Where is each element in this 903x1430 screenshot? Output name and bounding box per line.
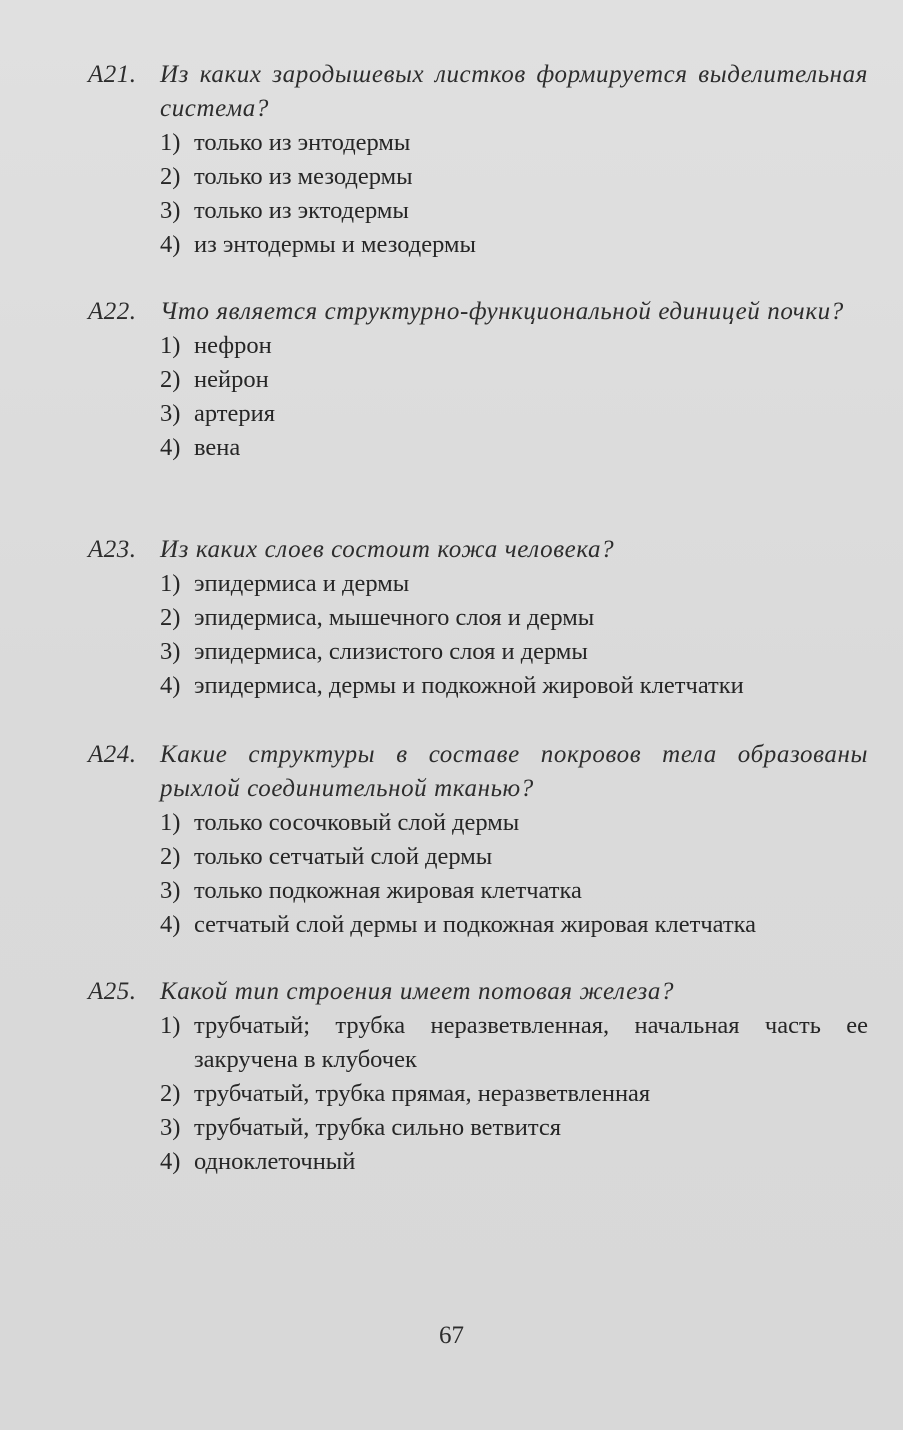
question-number: А22.: [88, 298, 137, 325]
answer-option: [160, 194, 868, 228]
question-a24: [88, 738, 868, 942]
question-text: Что является структурно-функциональной единицей почки?: [160, 298, 844, 325]
option-number: 3): [160, 638, 181, 665]
option-number: 1): [160, 332, 181, 359]
option-text: нефрон: [194, 332, 272, 359]
option-text: только сосочковый слой дермы: [194, 809, 520, 836]
option-text: эпидермиса, мышечного слоя и дермы: [194, 604, 595, 631]
option-number: 4): [160, 231, 181, 258]
question-number: А25.: [88, 978, 137, 1005]
question-text: Какой тип строения имеет потовая железа?: [160, 978, 675, 1005]
answer-option: [160, 1145, 868, 1179]
option-text: только из эктодермы: [194, 197, 409, 224]
question-text: Из каких слоев состоит кожа человека?: [160, 536, 615, 563]
answer-options: [88, 1009, 868, 1179]
option-text: нейрон: [194, 366, 269, 393]
answer-options: [88, 329, 868, 465]
answer-option: [160, 1111, 868, 1145]
option-number: 4): [160, 1148, 181, 1175]
answer-option: [160, 567, 868, 601]
answer-options: [88, 126, 868, 262]
option-number: 2): [160, 843, 181, 870]
question-header: [88, 533, 868, 567]
option-number: 1): [160, 1012, 181, 1039]
page-number: 67: [439, 1322, 464, 1349]
option-number: 3): [160, 877, 181, 904]
option-number: 4): [160, 911, 181, 938]
answer-option: [160, 431, 868, 465]
option-number: 3): [160, 400, 181, 427]
option-text: вена: [194, 434, 241, 461]
answer-option: [160, 806, 868, 840]
answer-option: [160, 1077, 868, 1111]
option-text: из энтодермы и мезодермы: [194, 231, 476, 258]
answer-option: [160, 363, 868, 397]
answer-option: [160, 329, 868, 363]
option-number: 2): [160, 163, 181, 190]
option-number: 2): [160, 604, 181, 631]
answer-option: [160, 228, 868, 262]
question-header: [88, 975, 868, 1009]
option-number: 4): [160, 672, 181, 699]
question-text: Из каких зародышевых листков формируется выделительная система?: [160, 61, 868, 122]
answer-option: [160, 160, 868, 194]
question-header: [88, 295, 868, 329]
option-text: одноклеточный: [194, 1148, 356, 1175]
option-text: только из мезодермы: [194, 163, 413, 190]
option-text: эпидермиса и дермы: [194, 570, 410, 597]
answer-option: [160, 126, 868, 160]
option-number: 1): [160, 809, 181, 836]
answer-option: [160, 874, 868, 908]
option-number: 3): [160, 1114, 181, 1141]
question-header: [88, 738, 868, 806]
option-number: 4): [160, 434, 181, 461]
question-a25: [88, 975, 868, 1179]
question-number: А24.: [88, 741, 137, 768]
option-text: трубчатый, трубка прямая, неразветвленная: [194, 1080, 651, 1107]
option-text: эпидермиса, дермы и подкожной жировой клетчатки: [194, 672, 744, 699]
answer-option: [160, 601, 868, 635]
question-header: [88, 58, 868, 126]
option-number: 1): [160, 129, 181, 156]
option-text: трубчатый, трубка сильно ветвится: [194, 1114, 562, 1141]
answer-option: [160, 908, 868, 942]
question-a22: [88, 295, 868, 465]
option-text: только сетчатый слой дермы: [194, 843, 493, 870]
answer-options: [88, 567, 868, 703]
option-number: 1): [160, 570, 181, 597]
option-text: трубчатый; трубка неразветвленная, начальная часть ее закручена в клубочек: [194, 1012, 868, 1073]
question-text: Какие структуры в составе покровов тела образованы рыхлой соединительной тканью?: [160, 741, 868, 802]
question-number: А23.: [88, 536, 137, 563]
answer-options: [88, 806, 868, 942]
option-text: только подкожная жировая клетчатка: [194, 877, 582, 904]
question-a23: [88, 533, 868, 703]
answer-option: [160, 635, 868, 669]
option-number: 3): [160, 197, 181, 224]
answer-option: [160, 840, 868, 874]
question-a21: [88, 58, 868, 262]
option-number: 2): [160, 1080, 181, 1107]
option-text: эпидермиса, слизистого слоя и дермы: [194, 638, 588, 665]
option-text: только из энтодермы: [194, 129, 411, 156]
option-number: 2): [160, 366, 181, 393]
answer-option: [160, 1009, 868, 1077]
answer-option: [160, 397, 868, 431]
answer-option: [160, 669, 868, 703]
option-text: сетчатый слой дермы и подкожная жировая клетчатка: [194, 911, 757, 938]
option-text: артерия: [194, 400, 276, 427]
question-number: А21.: [88, 61, 137, 88]
